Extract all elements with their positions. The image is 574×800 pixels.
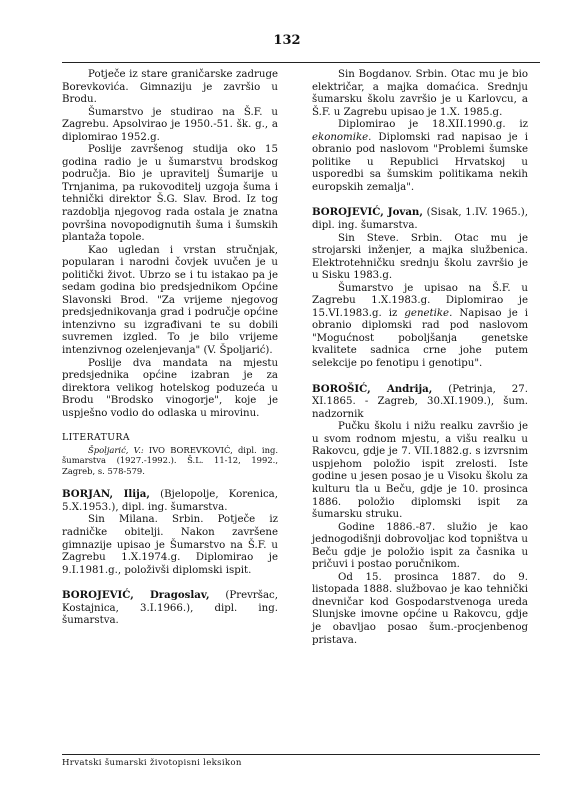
footer-title: Hrvatski šumarski životopisni leksikon bbox=[62, 758, 242, 768]
entry-name: BOROJEVIĆ, Jovan, bbox=[312, 206, 423, 219]
paragraph: Sin Milana. Srbin. Potječe iz radničke obitelji. Nakon završene gimnazije upisao je Šumarstvo na Š.F. u Zagrebu 1.X.1974.g. Diplomirao je 9.I.1981.g., položivši diplomski ispit. bbox=[62, 514, 278, 576]
paragraph: Sin Bogdanov. Srbin. Otac mu je bio električar, a majka domaćica. Srednju šumarsku školu završio je u Karlovcu, a Š.F. u Zagrebu upisao je 1.X. 1985.g. bbox=[312, 69, 528, 118]
paragraph: Godine 1886.-87. služio je kao jednogodišnji dobrovoljac kod topništva u Beču gdje je položio ispit za časnika u pričuvi i postao poručnikom. bbox=[312, 521, 528, 571]
literature-reference bbox=[62, 445, 278, 477]
footer-rule bbox=[62, 754, 540, 755]
entry-info: (Prevršac, Kostajnica, 3.I.1966.), dipl. ing. šumarstva. bbox=[62, 590, 279, 627]
entry-name: BOROJEVIĆ, Dragoslav, bbox=[62, 589, 210, 602]
entry-name: BOROŠIĆ, Andrija, bbox=[312, 382, 433, 395]
entry-heading bbox=[62, 589, 278, 628]
paragraph: Poslije dva mandata na mjestu predsjednika općine izabran je za direktora velikog hotelskog poduzeća u Brodu "Brodsko vinogorje", koje je uspješno vodio do odlaska u mirovinu. bbox=[62, 357, 278, 419]
entry-heading bbox=[312, 383, 528, 422]
text-run: Napisao je i obranio diplomski rad pod naslovom "Mogućnost poboljšanja genetske kvalitete sadnica crne johe putem selekcije po fenotipu i genotipu". bbox=[312, 307, 528, 370]
paragraph: Sin Steve. Srbin. Otac mu je strojarski inženjer, a majka službenica. Elektrotehničku srednju školu završio je u Sisku 1983.g. bbox=[312, 232, 528, 282]
paragraph: Kao ugledan i vrstan stručnjak, popularan i narodni čovjek uvučen je u politički život. Ubrzo se i tu istakao pa je sedam godina bio predsjednikom Općine Slavonski Brod. "Za vrijeme njegovog predsjednikovanja grad i područje općine intenzivno su izgrađivani te su dobili suvremen izgled. To je bilo vrijeme intenzivnog ozelenjevanja" (V. Špoljarić). bbox=[62, 244, 278, 357]
entry-heading bbox=[312, 206, 528, 232]
paragraph: Potječe iz stare graničarske zadruge Borevkovića. Gimnaziju je završio u Brodu. bbox=[62, 69, 278, 106]
entry-name: BORJAN, Ilija, bbox=[62, 488, 150, 501]
literature-author: Špoljarić, V.: bbox=[88, 444, 144, 455]
paragraph: Pučku školu i nižu realku završio je u svom rodnom mjestu, a višu realku u Rakovcu, gdje je 7. VII.1882.g. s izvrsnim uspjehom položio ispit zrelosti. Iste godine u jesen posao je u Visoku školu za kulturu tla u Beču, gdje je 10. prosinca 1886. položio diplomski ispit za šumarsku struku. bbox=[312, 421, 528, 521]
header-rule bbox=[62, 62, 540, 63]
paragraph: Od 15. prosinca 1887. do 9. listopada 1888. službovao je kao tehnički dnevničar kod Gospodarstvenoga ureda Slunjske imovne općine u Rakovcu, gdje je obavljao posao šum.-procjenbenog pristava. bbox=[312, 571, 528, 646]
entry-heading bbox=[62, 488, 278, 514]
literature-heading: LITERATURA bbox=[62, 432, 131, 444]
entry-info: (Bjelopolje, Korenica, 5.X.1953.), dipl. ing. šumarstva. bbox=[62, 489, 278, 513]
page-number: 132 bbox=[273, 33, 301, 48]
literature-details: IVO BOREVKOVIĆ, dipl. ing. šumarstva (1927.-1992.). Š.L. 11-12, 1992., Zagreb, s. 578-579. bbox=[62, 444, 278, 476]
paragraph bbox=[312, 119, 528, 194]
paragraph: Šumarstvo je studirao na Š.F. u Zagrebu. Apsolvirao je 1950.-51. šk. g., a diplomirao 1952.g. bbox=[62, 106, 278, 143]
emphasis: ekonomike. bbox=[312, 131, 372, 143]
left-column bbox=[62, 69, 278, 628]
emphasis: genetike. bbox=[404, 307, 453, 319]
entry-info: (Sisak, 1.IV. 1965.), dipl. ing. šumarstva. bbox=[312, 207, 528, 232]
text-run: Šumarstvo je upisao na Š.F. u Zagrebu 1.X.1983.g. Diplomirao je 15.VI.1983.g. iz bbox=[312, 282, 528, 319]
paragraph: Poslije završenog studija oko 15 godina radio je u šumarstvu brodskog područja. Bio je upravitelj Šumarije u Trnjanima, pa rukovoditelj uzgoja šuma i tehnički direktor Š.G. Slav. Brod. Iz tog razdoblja njegovog rada ostala je znatna površina novopodignutih šuma i šumskih plantaža topole. bbox=[62, 144, 278, 244]
right-column bbox=[312, 69, 528, 647]
text-run: Diplomski rad napisao je i obranio pod naslovom "Problemi šumske politike u Republici Hrvatskoj u usporedbi sa šumskim politikama nekih europskih zemalja". bbox=[312, 131, 528, 193]
entry-info: (Petrinja, 27. XI.1865. - Zagreb, 30.XI.1909.), šum. nadzornik bbox=[312, 383, 528, 420]
paragraph bbox=[312, 283, 528, 371]
text-run: Diplomirao je 18.XII.1990.g. iz bbox=[338, 119, 528, 131]
